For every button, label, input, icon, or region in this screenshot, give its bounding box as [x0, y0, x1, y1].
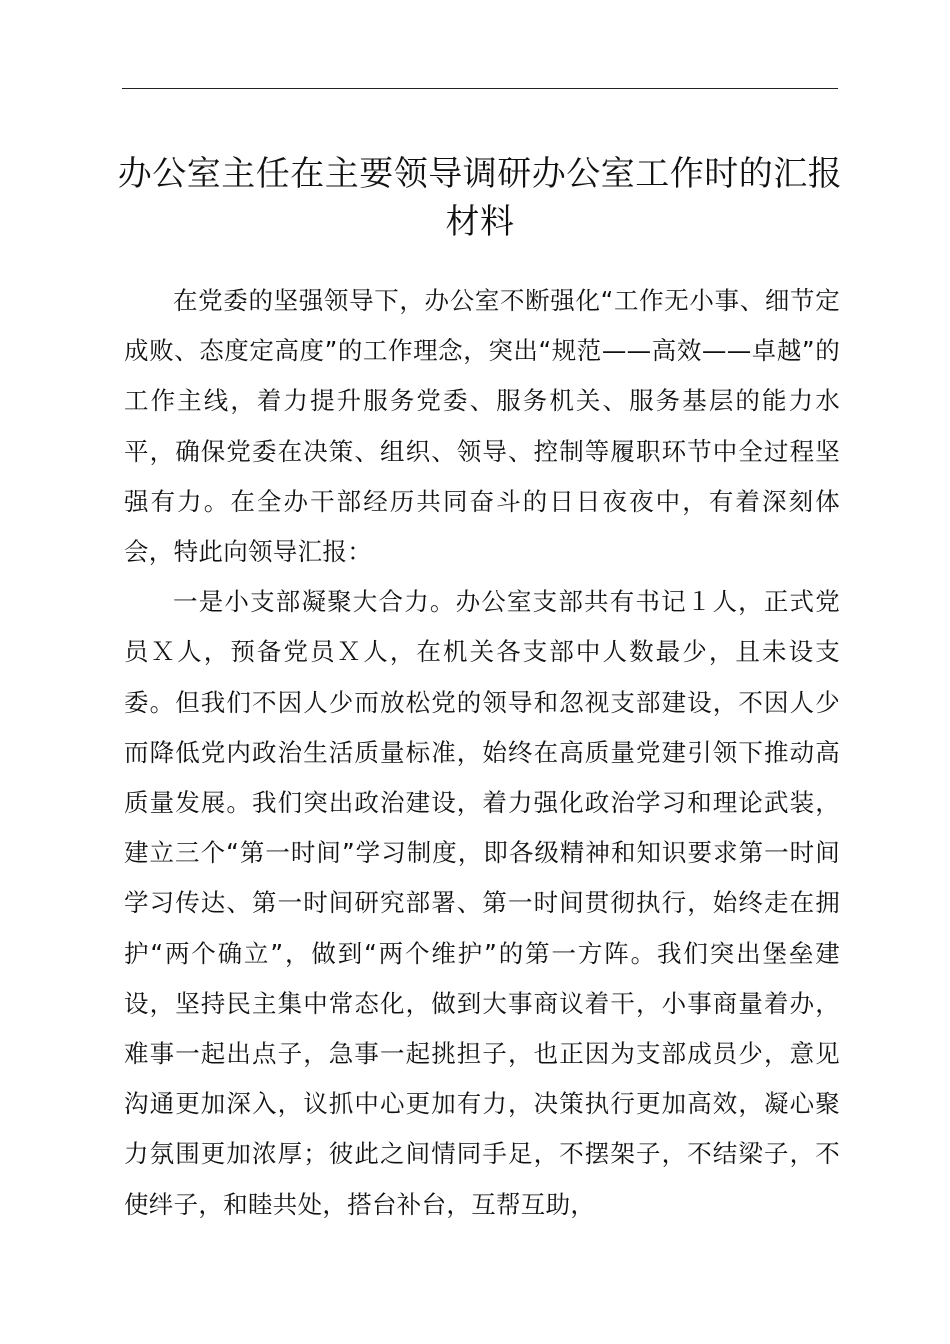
header-rule	[122, 88, 838, 89]
paragraph-intro: 在党委的坚强领导下，办公室不断强化“工作无小事、细节定成败、态度定高度”的工作理念，突出“规范——高效——卓越”的工作主线，着力提升服务党委、服务机关、服务基层的能力水平，确保党委在决策、组织、领导、控制等履职环节中全过程坚强有力。在全办干部经历共同奋斗的日日夜夜中，有着深刻体会，特此向领导汇报：	[124, 286, 840, 567]
paragraph-point-one: 一是小支部凝聚大合力。办公室支部共有书记１人，正式党员Ｘ人，预备党员Ｘ人，在机关各支部中人数最少，且未设支委。但我们不因人少而放松党的领导和忽视支部建设，不因人少而降低党内政治生活质量标准，始终在高质量党建引领下推动高质量发展。我们突出政治建设，着力强化政治学习和理论武装，建立三个“第一时间”学习制度，即各级精神和知识要求第一时间学习传达、第一时间研究部署、第一时间贯彻执行，始终走在拥护“两个确立”，做到“两个维护”的第一方阵。我们突出堡垒建设，坚持民主集中常态化，做到大事商议着干，小事商量着办，难事一起出点子，急事一起挑担子，也正因为支部成员少，意见沟通更加深入，议抓中心更加有力，决策执行更加高效，凝心聚力氛围更加浓厚；彼此之间情同手足，不摆架子，不结梁子，不使绊子，和睦共处，搭台补台，互帮互助，	[124, 587, 840, 1219]
document-body	[124, 276, 840, 1230]
document-title: 办公室主任在主要领导调研办公室工作时的汇报材料	[117, 154, 843, 242]
